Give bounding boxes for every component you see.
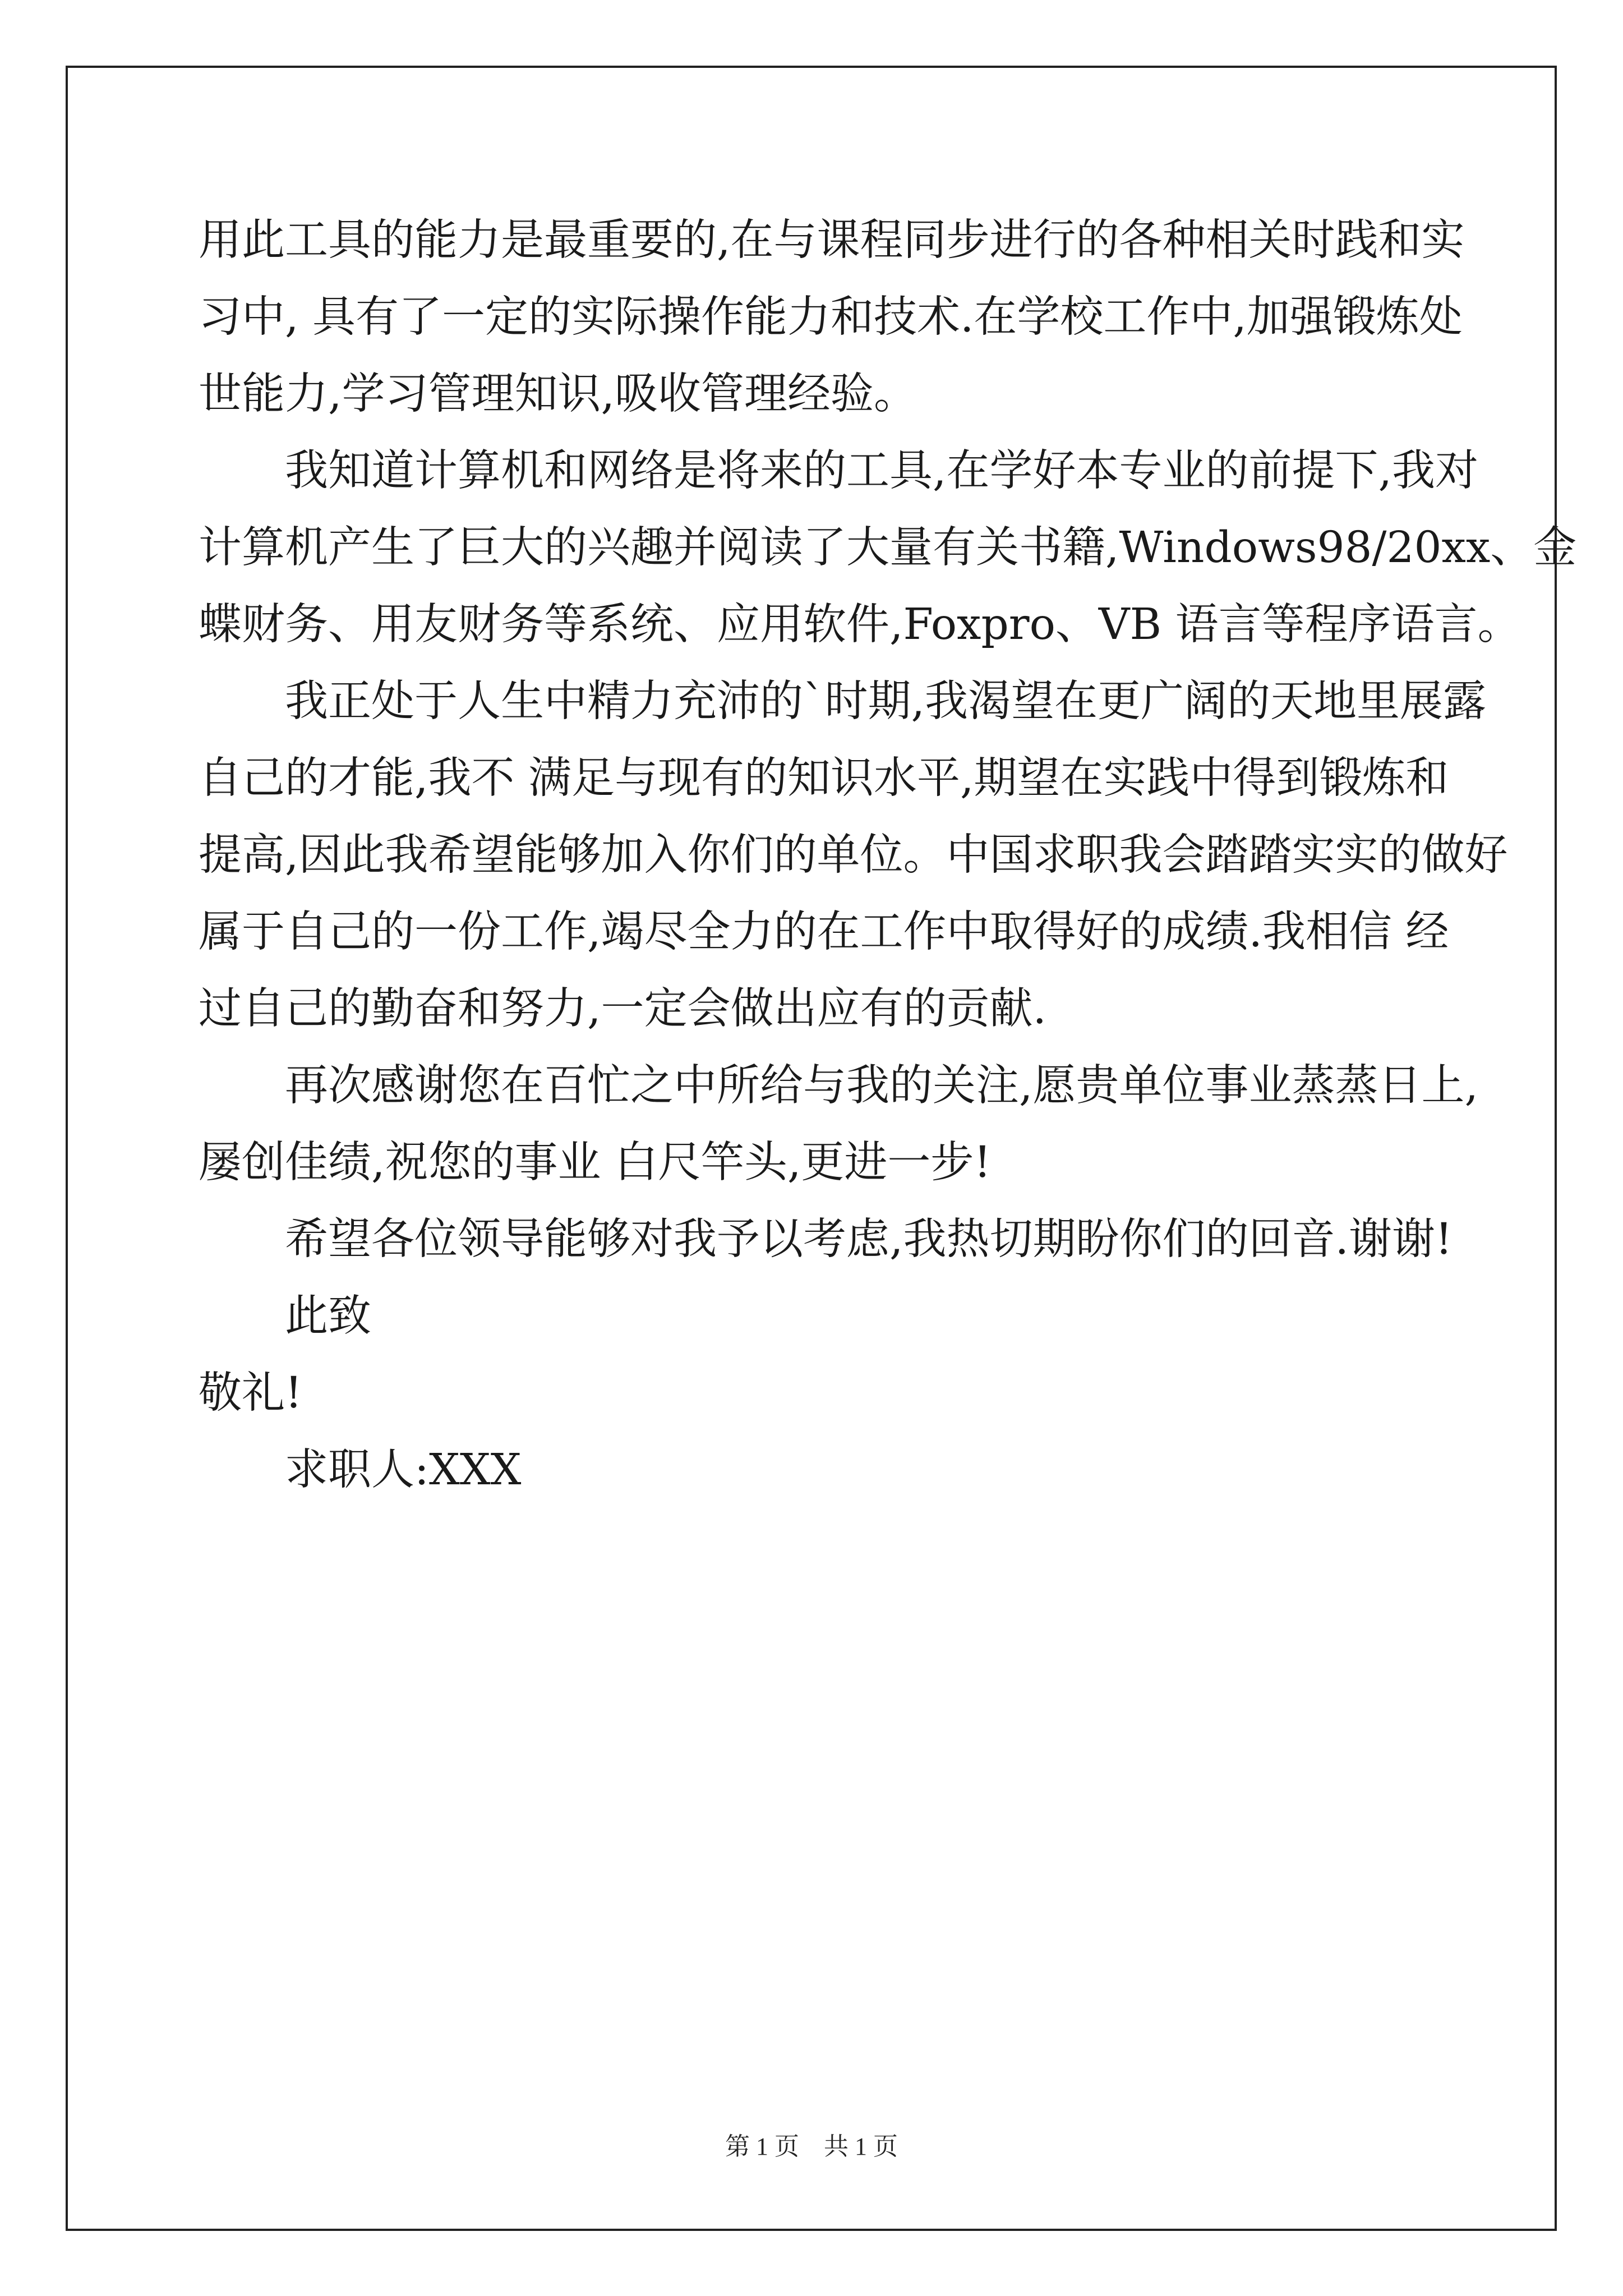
text-line: 我正处于人生中精力充沛的`时期,我渴望在更广阔的天地里展露 xyxy=(285,677,1486,726)
text-line: 自己的才能,我不 满足与现有的知识水平,期望在实践中得到锻炼和 xyxy=(199,753,1449,803)
closing-block xyxy=(199,1278,1427,1508)
text-line: 用此工具的能力是最重要的,在与课程同步进行的各种相关时践和实 xyxy=(199,215,1465,265)
text-line: 属于自己的一份工作,竭尽全力的在工作中取得好的成绩.我相信 经 xyxy=(199,907,1449,957)
text-line: 世能力,学习管理知识,吸收管理经验。 xyxy=(199,369,917,419)
paragraph-1 xyxy=(199,202,1465,432)
salutation: 敬礼! xyxy=(199,1368,302,1418)
text-line: 希望各位领导能够对我予以考虑,我热切期盼你们的回音.谢谢! xyxy=(285,1214,1453,1264)
page-number-footer: 第 1 页 共 1 页 xyxy=(725,2133,898,2160)
closing-phrase: 此致 xyxy=(285,1291,371,1341)
paragraph-5 xyxy=(199,1201,1453,1278)
text-line: 提高,因此我希望能够加入你们的单位。中国求职我会踏踏实实的做好 xyxy=(199,830,1508,880)
text-line: 我知道计算机和网络是将来的工具,在学好本专业的前提下,我对 xyxy=(285,446,1478,496)
text-line: 习中, 具有了一定的实际操作能力和技术.在学校工作中,加强锻炼处 xyxy=(199,292,1463,342)
text-line: 过自己的勤奋和努力,一定会做出应有的贡献. xyxy=(199,984,1046,1034)
text-line: 屡创佳绩,祝您的事业 白尺竿头,更进一步! xyxy=(199,1138,992,1188)
text-line: 计算机产生了巨大的兴趣并阅读了大量有关书籍,Windows98/20xx、金 xyxy=(199,523,1577,573)
paragraph-4 xyxy=(199,1047,1478,1201)
paragraph-3 xyxy=(199,663,1508,1047)
text-line: 蝶财务、用友财务等系统、应用软件,Foxpro、VB 语言等程序语言。 xyxy=(199,600,1521,650)
text-line: 再次感谢您在百忙之中所给与我的关注,愿贵单位事业蒸蒸日上, xyxy=(285,1061,1478,1111)
paragraph-2 xyxy=(199,432,1577,663)
signature: 求职人:XXX xyxy=(285,1445,522,1495)
letter-body xyxy=(199,202,1577,1508)
